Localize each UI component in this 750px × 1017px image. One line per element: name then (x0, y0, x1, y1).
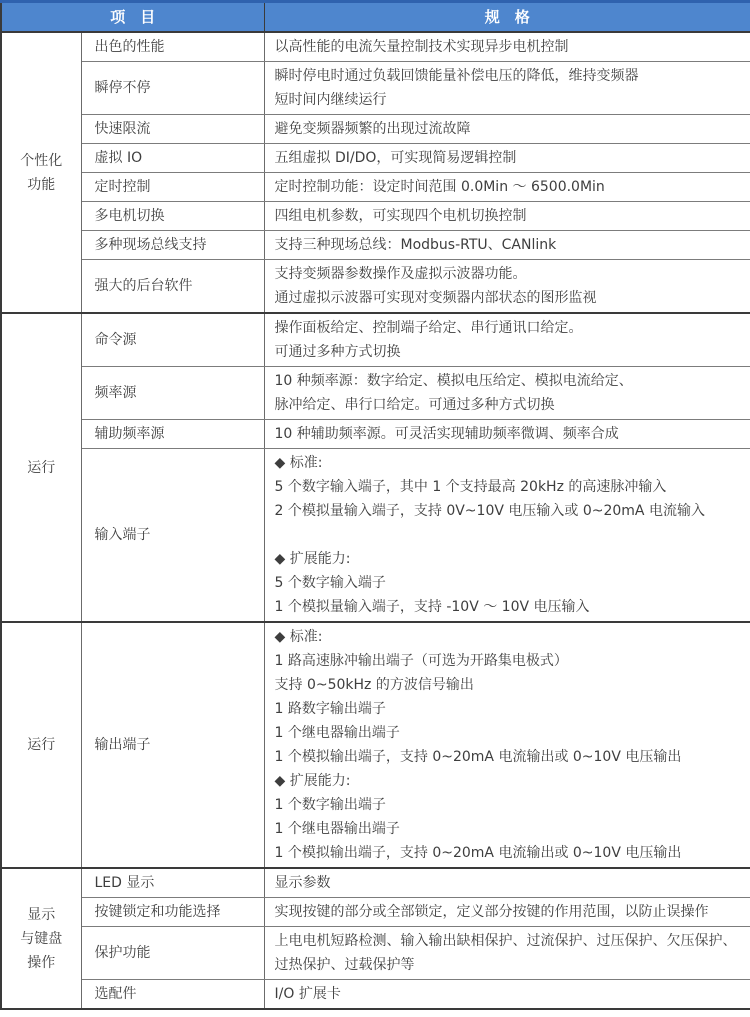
table-row (1, 62, 750, 115)
spec-cell (264, 367, 750, 420)
item-cell: 输出端子 (81, 622, 264, 868)
item-cell: 定时控制 (81, 173, 264, 202)
spec-cell (264, 980, 750, 1010)
table-row (1, 622, 750, 868)
spec-cell (264, 144, 750, 173)
spec-line: 操作面板给定、控制端子给定、串行通讯口给定。 (274, 320, 583, 336)
spec-cell (264, 898, 750, 927)
spec-group (1, 32, 750, 313)
category-line: 功能 (27, 176, 56, 193)
item-cell: 频率源 (81, 367, 264, 420)
spec-line: 5 个数字输入端子 (274, 575, 386, 591)
item-cell: 按键锁定和功能选择 (81, 898, 264, 927)
spec-line: 短时间内继续运行 (274, 92, 387, 108)
spec-line: 瞬时停电时通过负载回馈能量补偿电压的降低，维持变频器 (274, 68, 639, 84)
spec-line: 1 路高速脉冲输出端子（可选为开路集电极式） (274, 653, 568, 669)
spec-line: 定时控制功能：设定时间范围 0.0Min ～ 6500.0Min (274, 179, 605, 195)
spec-line: 1 个数字输出端子 (274, 797, 386, 813)
spec-line: 1 路数字输出端子 (274, 701, 386, 717)
item-cell: 辅助频率源 (81, 420, 264, 449)
table-header (1, 2, 750, 33)
spec-line: 显示参数 (274, 875, 331, 891)
item-cell: 出色的性能 (81, 32, 264, 62)
spec-cell (264, 231, 750, 260)
spec-line: ◆ 扩展能力: (274, 773, 351, 789)
spec-line: 支持三种现场总线：Modbus-RTU、CANlink (274, 237, 557, 253)
spec-cell (264, 313, 750, 367)
spec-line (275, 523, 741, 547)
table-row (1, 260, 750, 314)
table-row (1, 231, 750, 260)
spec-line: I/O 扩展卡 (274, 986, 341, 1002)
spec-cell (264, 115, 750, 144)
item-cell: 选配件 (81, 980, 264, 1010)
spec-line: 1 个模拟输出端子，支持 0~20mA 电流输出或 0~10V 电压输出 (274, 845, 682, 861)
item-cell: 多电机切换 (81, 202, 264, 231)
spec-line: 可通过多种方式切换 (274, 344, 401, 360)
spec-line: ◆ 标准: (274, 455, 323, 471)
table-row (1, 449, 750, 623)
table-row (1, 144, 750, 173)
category-line: 运行 (27, 459, 56, 476)
table-row (1, 420, 750, 449)
table-row (1, 202, 750, 231)
spec-line: 五组虚拟 DI/DO，可实现简易逻辑控制 (274, 150, 517, 166)
category-cell (1, 32, 81, 313)
spec-line: 脉冲给定、串行口给定。可通过多种方式切换 (274, 397, 555, 413)
table-row (1, 868, 750, 898)
spec-cell (264, 62, 750, 115)
spec-line: 通过虚拟示波器可实现对变频器内部状态的图形监视 (274, 290, 597, 306)
item-cell: 多种现场总线支持 (81, 231, 264, 260)
header-item-column: 项 目 (1, 2, 264, 33)
category-cell (1, 868, 81, 1009)
table-row (1, 898, 750, 927)
table-row (1, 313, 750, 367)
spec-cell (264, 202, 750, 231)
item-cell: 强大的后台软件 (81, 260, 264, 314)
spec-line: 1 个模拟输出端子，支持 0~20mA 电流输出或 0~10V 电压输出 (274, 749, 682, 765)
header-spec-column: 规 格 (264, 2, 750, 33)
item-cell: 虚拟 IO (81, 144, 264, 173)
category-cell (1, 313, 81, 622)
spec-line: 实现按键的部分或全部锁定，定义部分按键的作用范围，以防止误操作 (274, 904, 709, 920)
category-line: 运行 (27, 737, 56, 753)
spec-group (1, 868, 750, 1009)
spec-line: 1 个继电器输出端子 (274, 725, 400, 741)
spec-group (1, 622, 750, 868)
spec-line: 1 个模拟量输入端子，支持 -10V ～ 10V 电压输入 (274, 599, 590, 615)
table-row (1, 115, 750, 144)
spec-line: 上电电机短路检测、输入输出缺相保护、过流保护、过压保护、欠压保护、过热保护、过载保护等 (274, 933, 737, 973)
spec-line: ◆ 标准: (274, 629, 323, 645)
spec-cell (264, 449, 750, 623)
item-cell: 瞬停不停 (81, 62, 264, 115)
spec-line: 1 个继电器输出端子 (274, 821, 400, 837)
table-row (1, 173, 750, 202)
spec-line: 避免变频器频繁的出现过流故障 (274, 121, 471, 137)
spec-cell (264, 32, 750, 62)
spec-cell (264, 420, 750, 449)
item-cell: 输入端子 (81, 449, 264, 623)
spec-cell (264, 173, 750, 202)
spec-line: 支持 0~50kHz 的方波信号输出 (274, 677, 474, 693)
category-line: 与键盘 (20, 930, 63, 947)
spec-line: 以高性能的电流矢量控制技术实现异步电机控制 (274, 39, 569, 55)
spec-line: 5 个数字输入端子，其中 1 个支持最高 20kHz 的高速脉冲输入 (274, 479, 667, 495)
spec-line: ◆ 扩展能力: (274, 551, 351, 567)
category-line: 个性化 (20, 152, 63, 169)
spec-cell (264, 868, 750, 898)
spec-group (1, 313, 750, 622)
spec-line: 四组电机参数，可实现四个电机切换控制 (274, 208, 527, 224)
spec-line: 支持变频器参数操作及虚拟示波器功能。 (274, 266, 527, 282)
table-row (1, 927, 750, 980)
item-cell: 保护功能 (81, 927, 264, 980)
item-cell: 命令源 (81, 313, 264, 367)
category-line: 显示 (27, 906, 56, 923)
item-cell: LED 显示 (81, 868, 264, 898)
spec-cell (264, 927, 750, 980)
item-cell: 快速限流 (81, 115, 264, 144)
table-row (1, 980, 750, 1010)
spec-line: 2 个模拟量输入端子，支持 0V~10V 电压输入或 0~20mA 电流输入 (274, 503, 705, 519)
table-row (1, 32, 750, 62)
header-row (1, 2, 750, 33)
category-cell (1, 622, 81, 868)
spec-cell (264, 622, 750, 868)
spec-line: 10 种辅助频率源。可灵活实现辅助频率微调、频率合成 (274, 426, 619, 442)
table-row (1, 367, 750, 420)
category-line: 操作 (27, 954, 56, 971)
spec-line: 10 种频率源：数字给定、模拟电压给定、模拟电流给定、 (274, 373, 633, 389)
spec-cell (264, 260, 750, 314)
